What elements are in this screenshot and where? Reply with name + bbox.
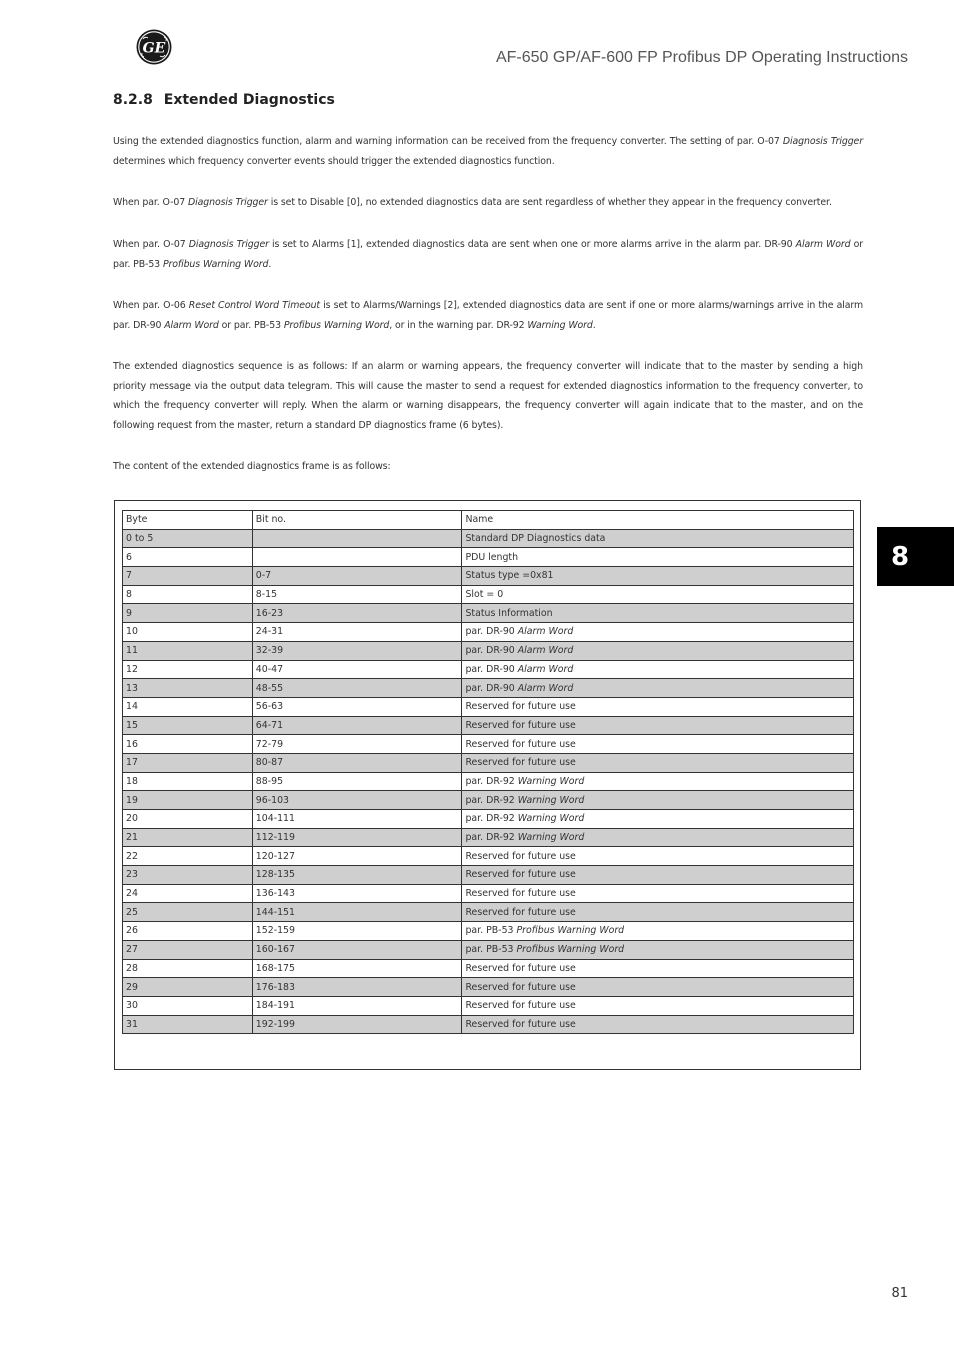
text-run: Reserved for future use: [465, 888, 576, 900]
cell-byte: 21: [123, 828, 253, 847]
cell-byte: 17: [123, 753, 253, 772]
svg-text:GE: GE: [142, 40, 166, 57]
text-run: Reserved for future use: [465, 906, 576, 918]
text-run: or par. PB-53: [218, 319, 284, 331]
cell-name: [462, 697, 854, 716]
text-run: par. PB-53: [465, 925, 517, 937]
cell-byte: 24: [123, 884, 253, 903]
cell-bit-no: 48-55: [252, 679, 462, 698]
text-run: par. DR-92: [465, 832, 518, 844]
cell-name: [462, 716, 854, 735]
cell-name: [462, 1015, 854, 1034]
cell-name: [462, 810, 854, 829]
italic-term: Reset Control Word Timeout: [188, 300, 321, 311]
paragraph: [113, 132, 863, 171]
italic-term: Profibus Warning Word: [162, 258, 269, 270]
cell-byte: 12: [123, 660, 253, 679]
cell-name: [462, 679, 854, 698]
cell-name: [462, 772, 854, 791]
text-run: par. DR-90: [465, 663, 518, 675]
cell-byte: 20: [123, 810, 253, 829]
column-header-byte: Byte: [123, 511, 253, 530]
cell-bit-no: 32-39: [252, 641, 462, 660]
table-body: [123, 529, 854, 1034]
cell-byte: 7: [123, 567, 253, 586]
cell-bit-no: 104-111: [252, 810, 462, 829]
text-run: When par. O-07: [113, 239, 189, 250]
italic-term: Alarm Word: [795, 239, 851, 250]
cell-bit-no: 120-127: [252, 847, 462, 866]
cell-name: [462, 828, 854, 847]
text-run: Reserved for future use: [465, 719, 576, 731]
table-row: [123, 641, 854, 660]
cell-bit-no: 16-23: [252, 604, 462, 623]
cell-name: [462, 753, 854, 772]
table-row: [123, 903, 854, 922]
italic-term: Warning Word: [517, 794, 585, 806]
cell-bit-no: [252, 529, 462, 548]
cell-byte: 9: [123, 604, 253, 623]
table-row: [123, 735, 854, 754]
text-run: PDU length: [465, 551, 519, 563]
cell-bit-no: 168-175: [252, 959, 462, 978]
cell-name: [462, 660, 854, 679]
table-row: [123, 866, 854, 885]
text-run: Reserved for future use: [465, 1000, 576, 1012]
text-run: Slot = 0: [465, 589, 504, 601]
cell-name: [462, 567, 854, 586]
cell-name: [462, 641, 854, 660]
cell-byte: 30: [123, 996, 253, 1015]
cell-bit-no: 112-119: [252, 828, 462, 847]
italic-term: Alarm Word: [517, 682, 574, 694]
cell-bit-no: 56-63: [252, 697, 462, 716]
cell-name: [462, 866, 854, 885]
cell-byte: 6: [123, 548, 253, 567]
table-header-row: [123, 511, 854, 530]
italic-term: Profibus Warning Word: [516, 944, 625, 956]
cell-byte: 31: [123, 1015, 253, 1034]
paragraph: [113, 357, 863, 435]
text-run: Reserved for future use: [465, 981, 576, 993]
text-run: The content of the extended diagnostics frame is as follows:: [113, 461, 391, 472]
table-row: [123, 884, 854, 903]
table-row: [123, 697, 854, 716]
italic-term: Warning Word: [527, 319, 593, 331]
column-header-bit-no: Bit no.: [252, 511, 462, 530]
text-run: Reserved for future use: [465, 1018, 576, 1030]
text-run: par. DR-90: [465, 645, 518, 657]
text-run: or par. PB-53: [113, 239, 864, 270]
italic-term: Warning Word: [517, 775, 585, 787]
table-row: [123, 660, 854, 679]
table-row: [123, 847, 854, 866]
table-row: [123, 940, 854, 959]
table-row: [123, 772, 854, 791]
text-run: .: [268, 258, 272, 270]
extended-diagnostics-table: [122, 510, 854, 1034]
text-run: Status type =0x81: [465, 570, 554, 582]
cell-byte: 28: [123, 959, 253, 978]
text-run: Reserved for future use: [465, 738, 576, 750]
cell-bit-no: 80-87: [252, 753, 462, 772]
table-row: [123, 791, 854, 810]
text-run: Status Information: [465, 607, 553, 619]
cell-bit-no: 128-135: [252, 866, 462, 885]
cell-name: [462, 959, 854, 978]
cell-bit-no: [252, 548, 462, 567]
italic-term: Warning Word: [517, 813, 585, 825]
cell-bit-no: 160-167: [252, 940, 462, 959]
cell-bit-no: 88-95: [252, 772, 462, 791]
cell-byte: 26: [123, 922, 253, 941]
column-header-name: Name: [462, 511, 854, 530]
italic-term: Alarm Word: [517, 663, 574, 675]
text-run: Reserved for future use: [465, 962, 576, 974]
cell-name: [462, 791, 854, 810]
text-run: par. DR-92: [465, 775, 518, 787]
table-row: [123, 585, 854, 604]
page-number: 81: [891, 1286, 908, 1301]
paragraph: [113, 193, 863, 213]
text-run: is set to Disable [0], no extended diagnostics data are sent regardless of whether they appear in the frequency converter.: [267, 197, 832, 208]
cell-name: [462, 585, 854, 604]
cell-bit-no: 40-47: [252, 660, 462, 679]
italic-term: Profibus Warning Word: [283, 319, 390, 331]
text-run: .: [592, 319, 596, 331]
cell-bit-no: 184-191: [252, 996, 462, 1015]
italic-term: Diagnosis Trigger: [187, 197, 268, 208]
paragraph: [113, 296, 863, 335]
text-run: par. DR-92: [465, 794, 518, 806]
cell-name: [462, 847, 854, 866]
table-row: [123, 959, 854, 978]
italic-term: Diagnosis Trigger: [188, 239, 269, 250]
cell-byte: 25: [123, 903, 253, 922]
text-run: par. DR-90: [465, 626, 518, 638]
cell-name: [462, 903, 854, 922]
paragraph: [113, 235, 863, 274]
cell-byte: 18: [123, 772, 253, 791]
table-row: [123, 623, 854, 642]
text-run: is set to Alarms [1], extended diagnostics data are sent when one or more alarms arrive in the alarm par. DR-90: [268, 239, 796, 250]
text-run: is set to Alarms/Warnings [2], extended diagnostics data are sent if one or more alarms/warnings arrive in the alarm par. DR-90: [113, 300, 863, 331]
cell-name: [462, 922, 854, 941]
text-run: Reserved for future use: [465, 850, 576, 862]
text-run: par. DR-90: [465, 682, 518, 694]
cell-bit-no: 24-31: [252, 623, 462, 642]
table-row: [123, 1015, 854, 1034]
cell-name: [462, 548, 854, 567]
text-run: The extended diagnostics sequence is as follows: If an alarm or warning appears, the frequency converter will indicate that to the master by sending a high priority message via the output data telegram. This will cause the master to send a request for extended diagnostics information to the frequency converter, to which the frequency converter will reply. When the alarm or warning disappears, the frequency converter will again indicate that to the master, and on the following request from the master, return a standard DP diagnostics frame (6 bytes).: [113, 361, 863, 431]
cell-byte: 0 to 5: [123, 529, 253, 548]
text-run: When par. O-07: [113, 197, 188, 208]
document-title: AF-650 GP/AF-600 FP Profibus DP Operating Instructions: [495, 49, 908, 66]
cell-name: [462, 996, 854, 1015]
text-run: When par. O-06: [113, 300, 189, 311]
cell-bit-no: 64-71: [252, 716, 462, 735]
table-row: [123, 604, 854, 623]
section-number: 8.2.8: [113, 92, 153, 108]
cell-byte: 16: [123, 735, 253, 754]
cell-byte: 27: [123, 940, 253, 959]
cell-name: [462, 735, 854, 754]
cell-name: [462, 884, 854, 903]
cell-bit-no: 176-183: [252, 978, 462, 997]
cell-byte: 15: [123, 716, 253, 735]
cell-bit-no: 0-7: [252, 567, 462, 586]
text-run: Standard DP Diagnostics data: [465, 533, 606, 545]
text-run: par. PB-53: [465, 944, 517, 956]
table-row: [123, 810, 854, 829]
text-run: Reserved for future use: [465, 869, 576, 881]
italic-term: Diagnosis Trigger: [782, 136, 863, 147]
table-row: [123, 548, 854, 567]
cell-byte: 10: [123, 623, 253, 642]
cell-name: [462, 529, 854, 548]
table-row: [123, 529, 854, 548]
table-row: [123, 679, 854, 698]
paragraph: [113, 457, 863, 477]
section-heading: [113, 92, 335, 108]
italic-term: Alarm Word: [517, 626, 574, 638]
cell-byte: 19: [123, 791, 253, 810]
cell-byte: 23: [123, 866, 253, 885]
cell-byte: 8: [123, 585, 253, 604]
text-run: Using the extended diagnostics function, alarm and warning information can be received from the frequency converter. The setting of par. O-07: [113, 136, 783, 147]
italic-term: Alarm Word: [164, 319, 219, 331]
text-run: determines which frequency converter events should trigger the extended diagnostics function.: [113, 155, 555, 167]
cell-bit-no: 72-79: [252, 735, 462, 754]
text-run: , or in the warning par. DR-92: [389, 319, 528, 331]
table-row: [123, 922, 854, 941]
cell-bit-no: 152-159: [252, 922, 462, 941]
cell-name: [462, 604, 854, 623]
cell-byte: 29: [123, 978, 253, 997]
text-run: par. DR-92: [465, 813, 518, 825]
cell-byte: 22: [123, 847, 253, 866]
table-row: [123, 828, 854, 847]
italic-term: Warning Word: [517, 832, 585, 844]
table-row: [123, 716, 854, 735]
text-run: Reserved for future use: [465, 757, 576, 769]
cell-bit-no: 8-15: [252, 585, 462, 604]
table-row: [123, 753, 854, 772]
table-row: [123, 567, 854, 586]
cell-bit-no: 136-143: [252, 884, 462, 903]
cell-name: [462, 940, 854, 959]
cell-byte: 13: [123, 679, 253, 698]
chapter-tab: 8: [877, 527, 954, 586]
table-row: [123, 996, 854, 1015]
italic-term: Alarm Word: [517, 645, 574, 657]
cell-bit-no: 96-103: [252, 791, 462, 810]
italic-term: Profibus Warning Word: [516, 925, 625, 937]
ge-logo-icon: [136, 29, 172, 65]
text-run: Reserved for future use: [465, 701, 576, 713]
cell-byte: 14: [123, 697, 253, 716]
cell-name: [462, 978, 854, 997]
cell-byte: 11: [123, 641, 253, 660]
table-row: [123, 978, 854, 997]
cell-bit-no: 192-199: [252, 1015, 462, 1034]
cell-name: [462, 623, 854, 642]
section-title: Extended Diagnostics: [163, 92, 335, 108]
cell-bit-no: 144-151: [252, 903, 462, 922]
